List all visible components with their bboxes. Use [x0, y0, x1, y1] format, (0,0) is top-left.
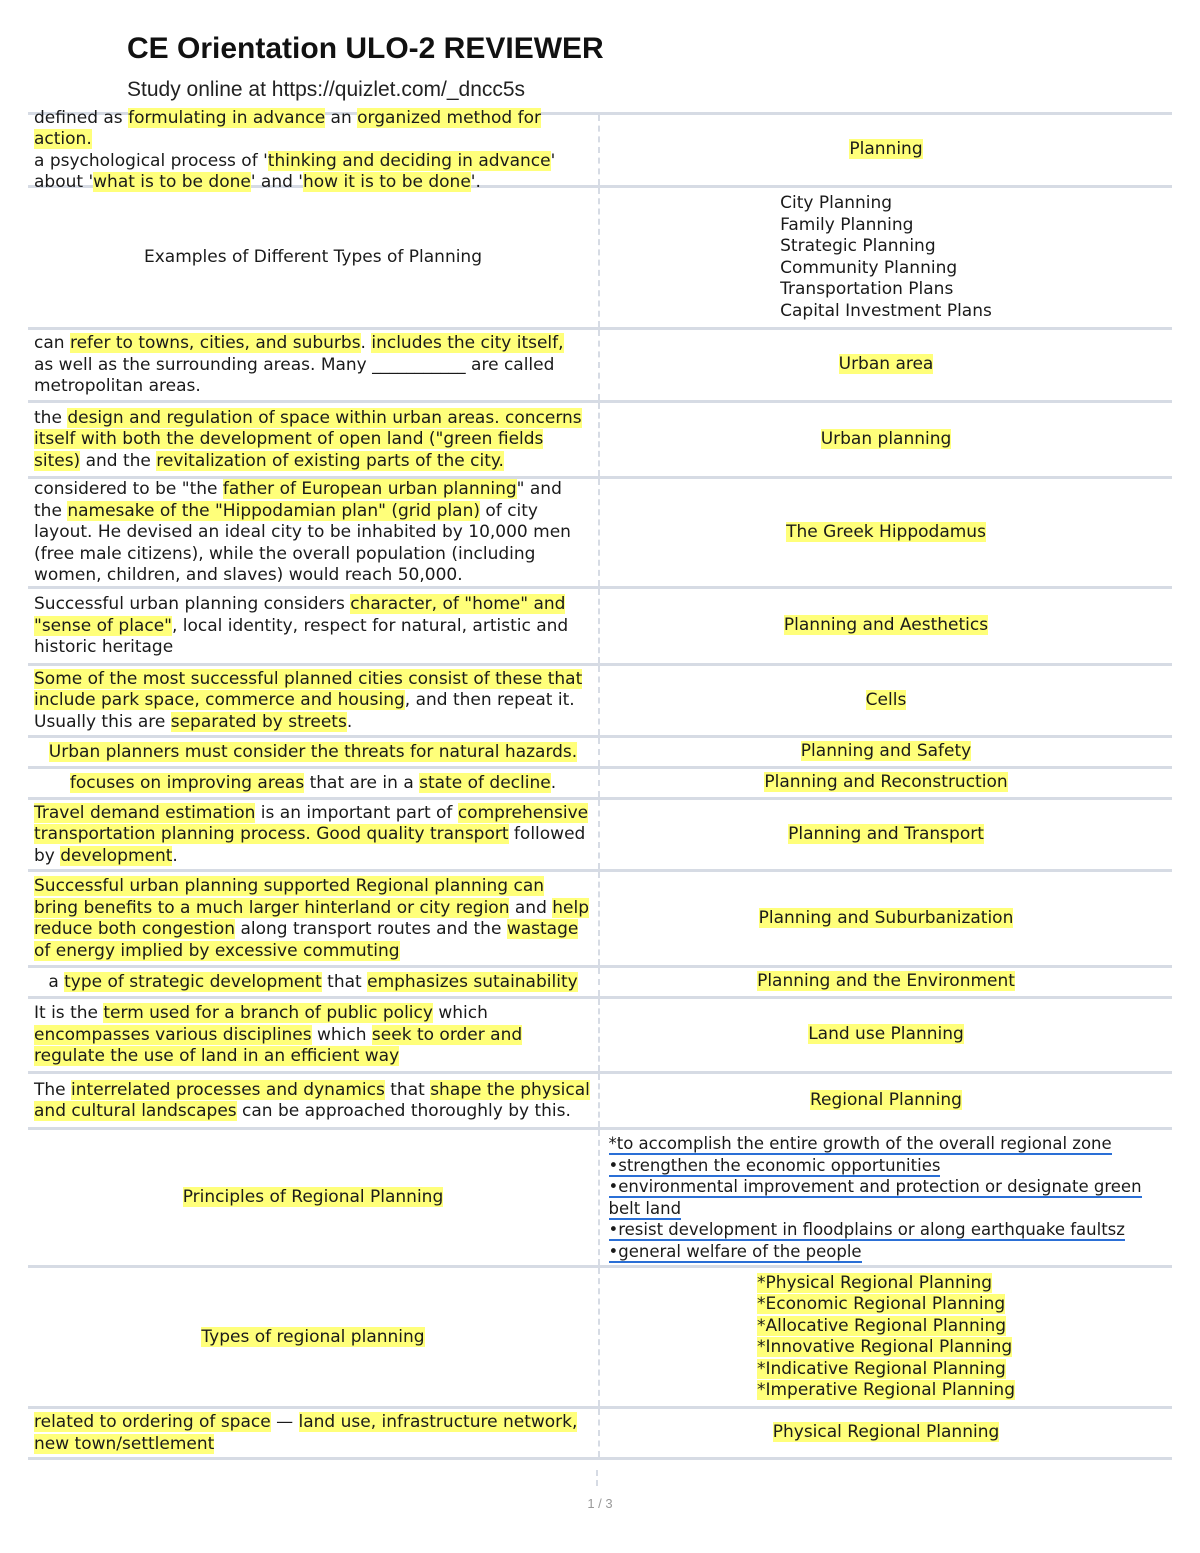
- page-number: 1 / 3: [587, 1496, 613, 1511]
- card-term-text: related to ordering of space — land use, infrastructure network, new town/settlement: [34, 1412, 578, 1454]
- card-definition-text: Planning and the Environment: [757, 971, 1015, 992]
- card-definition-cell: [600, 800, 1172, 869]
- list-item: Strategic Planning: [780, 236, 936, 256]
- card-row-hippodamus: [28, 476, 1172, 586]
- card-term-cell: [28, 968, 600, 996]
- card-term-cell: [28, 1074, 600, 1127]
- list-item: *Indicative Regional Planning: [756, 1358, 1006, 1379]
- card-row-planning: [28, 107, 1172, 192]
- card-term-cell: [28, 666, 600, 735]
- card-definition-cell: [600, 968, 1172, 996]
- card-term-text: Urban planners must consider the threats for natural hazards.: [48, 741, 578, 762]
- card-term-text: Types of regional planning: [201, 1326, 425, 1347]
- page-title: CE Orientation ULO-2 REVIEWER: [127, 32, 604, 65]
- card-term-cell: [28, 1409, 600, 1457]
- card-definition-text: Planning and Aesthetics: [783, 615, 989, 636]
- card-definition-text: Regional Planning: [810, 1089, 962, 1110]
- card-definition-text: Planning and Suburbanization: [758, 907, 1014, 928]
- card-term-text: Successful urban planning supported Regional planning can bring benefits to a much larger hinterland or city region and help reduce both congestion along transport routes and the wastage of energy implied by excessive commuting: [34, 876, 590, 961]
- list-item: •general welfare of the people: [608, 1241, 862, 1261]
- card-row-principles: [28, 1127, 1172, 1265]
- card-term-text: considered to be "the father of European urban planning" and the namesake of the "Hippodamian plan" (grid plan) of city layout. He devised an ideal city to be inhabited by 10,000 men (free male citizens), while the overall population (including women, children, and slaves) would reach 50,000.: [34, 479, 571, 586]
- card-term-cell: [28, 1268, 600, 1406]
- card-definition-cell: [600, 115, 1172, 185]
- card-definition-text: Urban planning: [820, 428, 952, 449]
- list-item: •resist development in floodplains or along earthquake faultsz: [608, 1220, 1125, 1239]
- card-definition-text: Physical Regional Planning: [772, 1422, 1000, 1443]
- card-term-cell: [28, 188, 600, 327]
- card-row-safety: [28, 735, 1172, 766]
- card-term-cell: [28, 589, 600, 663]
- list-item: City Planning: [780, 193, 893, 213]
- card-row-types: [28, 1265, 1172, 1406]
- card-definition-cell: [600, 403, 1172, 476]
- list-item: •environmental improvement and protection or designate green belt land: [608, 1177, 1142, 1218]
- planning-types-list: [780, 193, 992, 322]
- list-item: Capital Investment Plans: [780, 300, 992, 321]
- card-definition-cell: [600, 589, 1172, 663]
- list-item: *Imperative Regional Planning: [756, 1380, 1015, 1400]
- card-term-cell: [28, 769, 600, 797]
- card-term-cell: [28, 738, 600, 766]
- list-item: Community Planning: [780, 257, 958, 278]
- card-definition-cell: [600, 330, 1172, 400]
- card-row-environment: [28, 965, 1172, 996]
- card-definition-text: The Greek Hippodamus: [786, 521, 986, 542]
- list-item: *Economic Regional Planning: [756, 1294, 1006, 1314]
- card-row-reconstruction: [28, 766, 1172, 797]
- card-row-transport: [28, 797, 1172, 869]
- card-term-text: It is the term used for a branch of public policy which encompasses various disciplines which seek to order and regulate the use of land in an efficient way: [34, 1003, 523, 1067]
- card-definition-cell: [600, 769, 1172, 797]
- card-definition-cell: [600, 1130, 1172, 1265]
- study-link-text: Study online at https://quizlet.com/_dncc5s: [127, 78, 526, 101]
- card-row-physical: [28, 1406, 1172, 1460]
- card-term-text: can refer to towns, cities, and suburbs. includes the city itself, as well as the surrounding areas. Many ___________ are called metropolitan areas.: [34, 333, 564, 397]
- card-row-urban-planning: [28, 400, 1172, 476]
- list-item: Transportation Plans: [780, 279, 954, 299]
- card-term-text: Principles of Regional Planning: [182, 1187, 444, 1208]
- card-definition-text: Planning: [849, 139, 923, 160]
- card-term-text: Some of the most successful planned cities consist of these that include park space, commerce and housing, and then repeat it. Usually this are separated by streets.: [34, 668, 583, 732]
- card-row-examples: [28, 185, 1172, 327]
- card-term-text: Examples of Different Types of Planning: [143, 247, 483, 268]
- card-term-text: Travel demand estimation is an important part of comprehensive transportation planning process. Good quality transport followed by development.: [34, 802, 589, 866]
- card-term-cell: [28, 330, 600, 400]
- card-term-cell: [28, 999, 600, 1071]
- card-term-cell: [28, 403, 600, 476]
- card-definition-cell: [600, 1409, 1172, 1457]
- card-definition-text: Cells: [865, 689, 907, 710]
- card-term-cell: [28, 107, 600, 192]
- card-term-cell: [28, 872, 600, 965]
- card-term-cell: [28, 479, 600, 586]
- column-divider-stub: [596, 1470, 598, 1486]
- card-definition-text: Planning and Reconstruction: [764, 772, 1008, 793]
- card-definition-text: Planning and Transport: [788, 823, 984, 844]
- list-item: *Allocative Regional Planning: [756, 1315, 1007, 1336]
- card-term-text: Successful urban planning considers character, of "home" and "sense of place", local identity, respect for natural, artistic and historic heritage: [34, 594, 569, 658]
- card-definition-cell: [600, 1074, 1172, 1127]
- list-item: Family Planning: [780, 214, 914, 235]
- card-term-text: defined as formulating in advance an organized method for action. a psychological process of 'thinking and deciding in advance' about 'what is to be done' and 'how it is to be done'.: [34, 107, 556, 192]
- card-term-cell: [28, 800, 600, 869]
- card-definition-cell: [600, 872, 1172, 965]
- card-row-aesthetics: [28, 586, 1172, 663]
- regional-types-list: [757, 1273, 1015, 1402]
- card-row-regional: [28, 1071, 1172, 1127]
- card-term-text: The interrelated processes and dynamics that shape the physical and cultural landscapes can be approached thoroughly by this.: [34, 1079, 590, 1121]
- principles-list: [609, 1133, 1164, 1262]
- card-row-suburbanization: [28, 869, 1172, 965]
- flashcard-table: [28, 107, 1172, 1460]
- card-definition-cell: [600, 479, 1172, 586]
- list-item: *Physical Regional Planning: [756, 1272, 993, 1293]
- card-definition-cell: [600, 1268, 1172, 1406]
- list-item: *to accomplish the entire growth of the overall regional zone: [608, 1134, 1112, 1153]
- card-term-text: focuses on improving areas that are in a state of decline.: [69, 772, 557, 793]
- card-definition-cell: [600, 999, 1172, 1071]
- list-item: •strengthen the economic opportunities: [608, 1155, 941, 1175]
- card-row-urban-area: [28, 327, 1172, 400]
- card-definition-cell: [600, 666, 1172, 735]
- card-definition-text: Planning and Safety: [800, 741, 972, 762]
- card-definition-text: Land use Planning: [808, 1024, 964, 1045]
- card-term-text: a type of strategic development that emphasizes sutainability: [48, 971, 578, 992]
- card-definition-cell: [600, 188, 1172, 327]
- card-term-cell: [28, 1130, 600, 1265]
- card-definition-text: Urban area: [838, 354, 934, 375]
- card-definition-cell: [600, 738, 1172, 766]
- list-item: *Innovative Regional Planning: [756, 1337, 1013, 1357]
- card-row-land-use: [28, 996, 1172, 1071]
- card-row-cells: [28, 663, 1172, 735]
- card-term-text: the design and regulation of space within urban areas. concerns itself with both the development of open land ("green fields sites) and the revitalization of existing parts of the city.: [34, 407, 582, 471]
